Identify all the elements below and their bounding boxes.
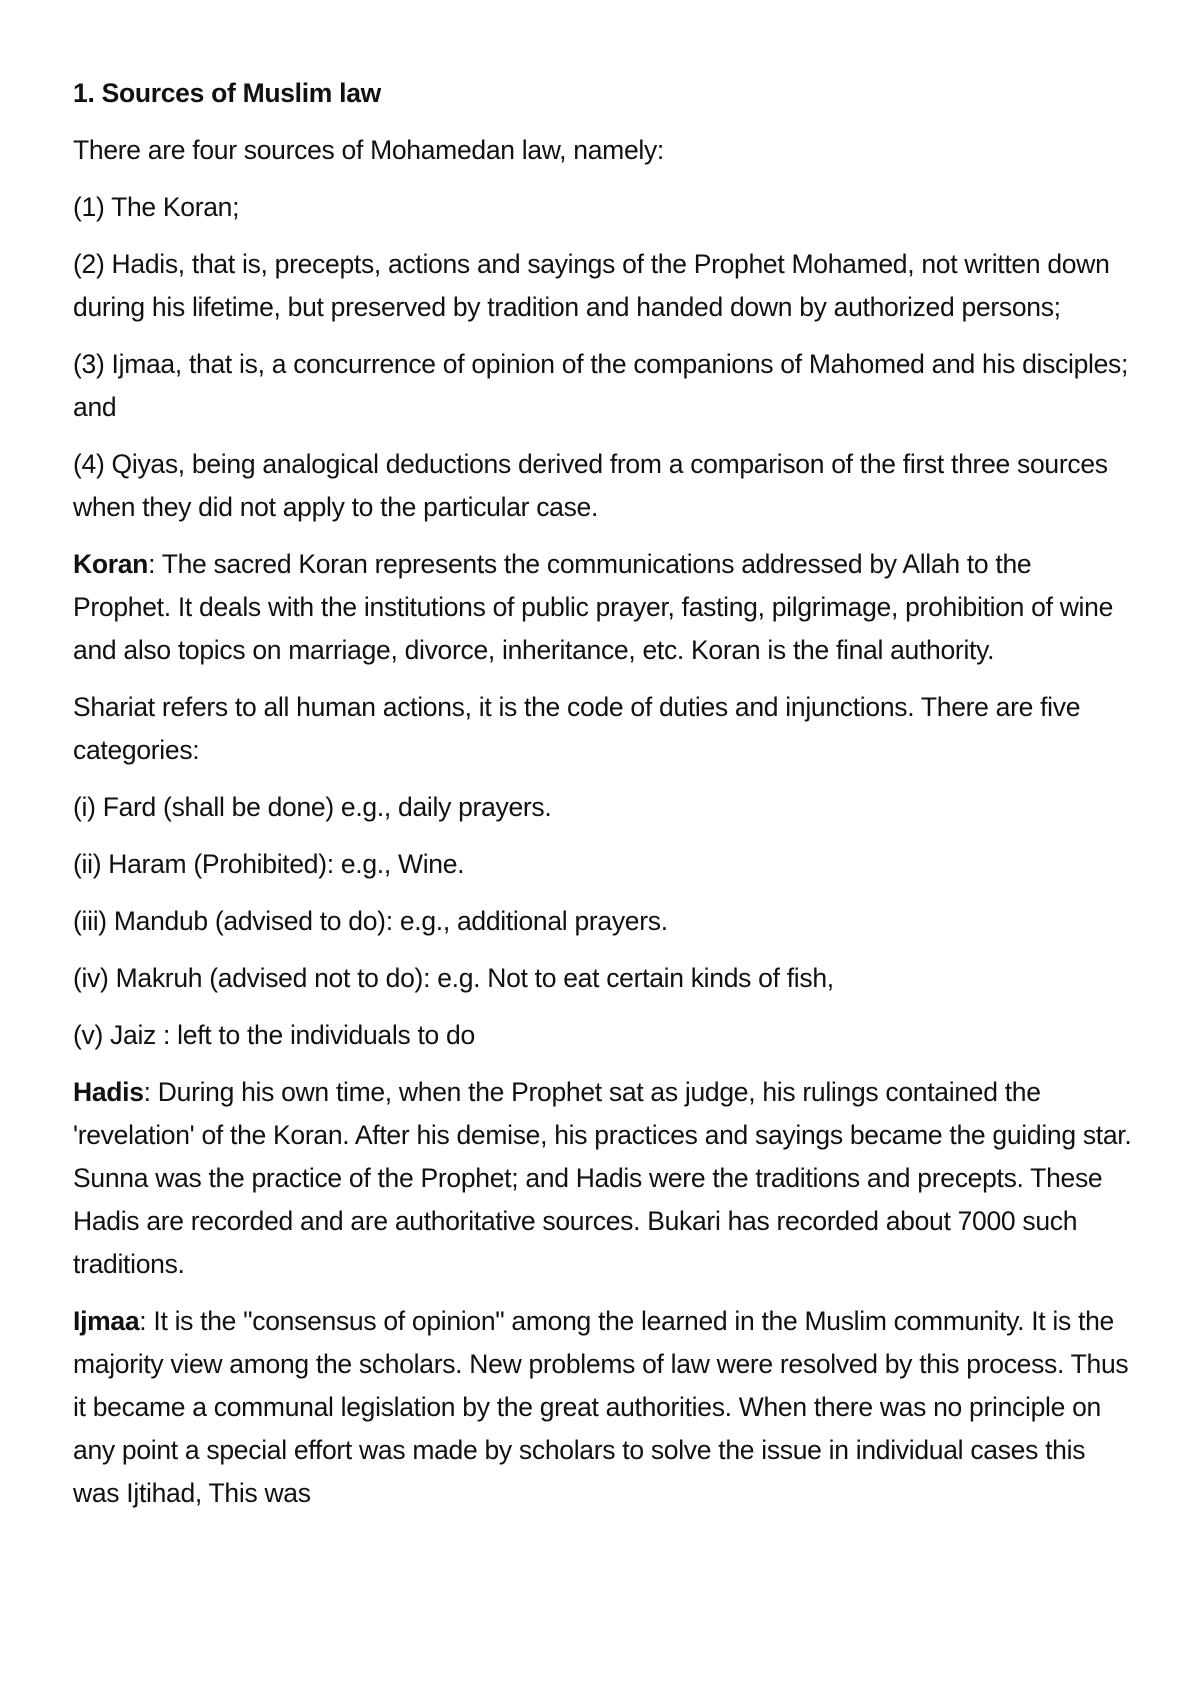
hadis-paragraph [73,1071,1133,1286]
koran-paragraph [73,543,1133,672]
ijmaa-term: Ijmaa [73,1306,140,1336]
shariat-paragraph: Shariat refers to all human actions, it is the code of duties and injunctions. There are five categories: [73,692,1081,765]
source-item-3: (3) Ijmaa, that is, a concurrence of opinion of the companions of Mahomed and his disciples; and [73,349,1129,422]
koran-term: Koran [73,549,149,579]
koran-text: : The sacred Koran represents the communications addressed by Allah to the Prophet. It deals with the institutions of public prayer, fasting, pilgrimage, prohibition of wine and also topics on marriage, divorce, inheritance, etc. Koran is the final authority. [73,549,1114,665]
category-item-2: (ii) Haram (Prohibited): e.g., Wine. [73,849,465,879]
category-item-5: (v) Jaiz : left to the individuals to do [73,1020,475,1050]
ijmaa-paragraph [73,1300,1133,1515]
source-item-1: (1) The Koran; [73,192,240,222]
hadis-term: Hadis [73,1077,144,1107]
intro-paragraph: There are four sources of Mohamedan law, namely: [73,135,664,165]
document-body [73,72,1133,1529]
source-item-2: (2) Hadis, that is, precepts, actions and sayings of the Prophet Mohamed, not written down during his lifetime, but preserved by tradition and handed down by authorized persons; [73,249,1110,322]
section-heading: 1. Sources of Muslim law [73,78,381,108]
category-item-4: (iv) Makruh (advised not to do): e.g. Not to eat certain kinds of fish, [73,963,834,993]
source-item-4: (4) Qiyas, being analogical deductions derived from a comparison of the first three sources when they did not apply to the particular case. [73,449,1108,522]
category-item-1: (i) Fard (shall be done) e.g., daily prayers. [73,792,552,822]
ijmaa-text: : It is the "consensus of opinion" among the learned in the Muslim community. It is the majority view among the scholars. New problems of law were resolved by this process. Thus it became a communal legislation by the great authorities. When there was no principle on any point a special effort was made by scholars to solve the issue in individual cases this was Ijtihad, This was [73,1306,1129,1508]
category-item-3: (iii) Mandub (advised to do): e.g., additional prayers. [73,906,668,936]
hadis-text: : During his own time, when the Prophet sat as judge, his rulings contained the 'revelation' of the Koran. After his demise, his practices and sayings became the guiding star. Sunna was the practice of the Prophet; and Hadis were the traditions and precepts. These Hadis are recorded and are authoritative sources. Bukari has recorded about 7000 such traditions. [73,1077,1132,1279]
